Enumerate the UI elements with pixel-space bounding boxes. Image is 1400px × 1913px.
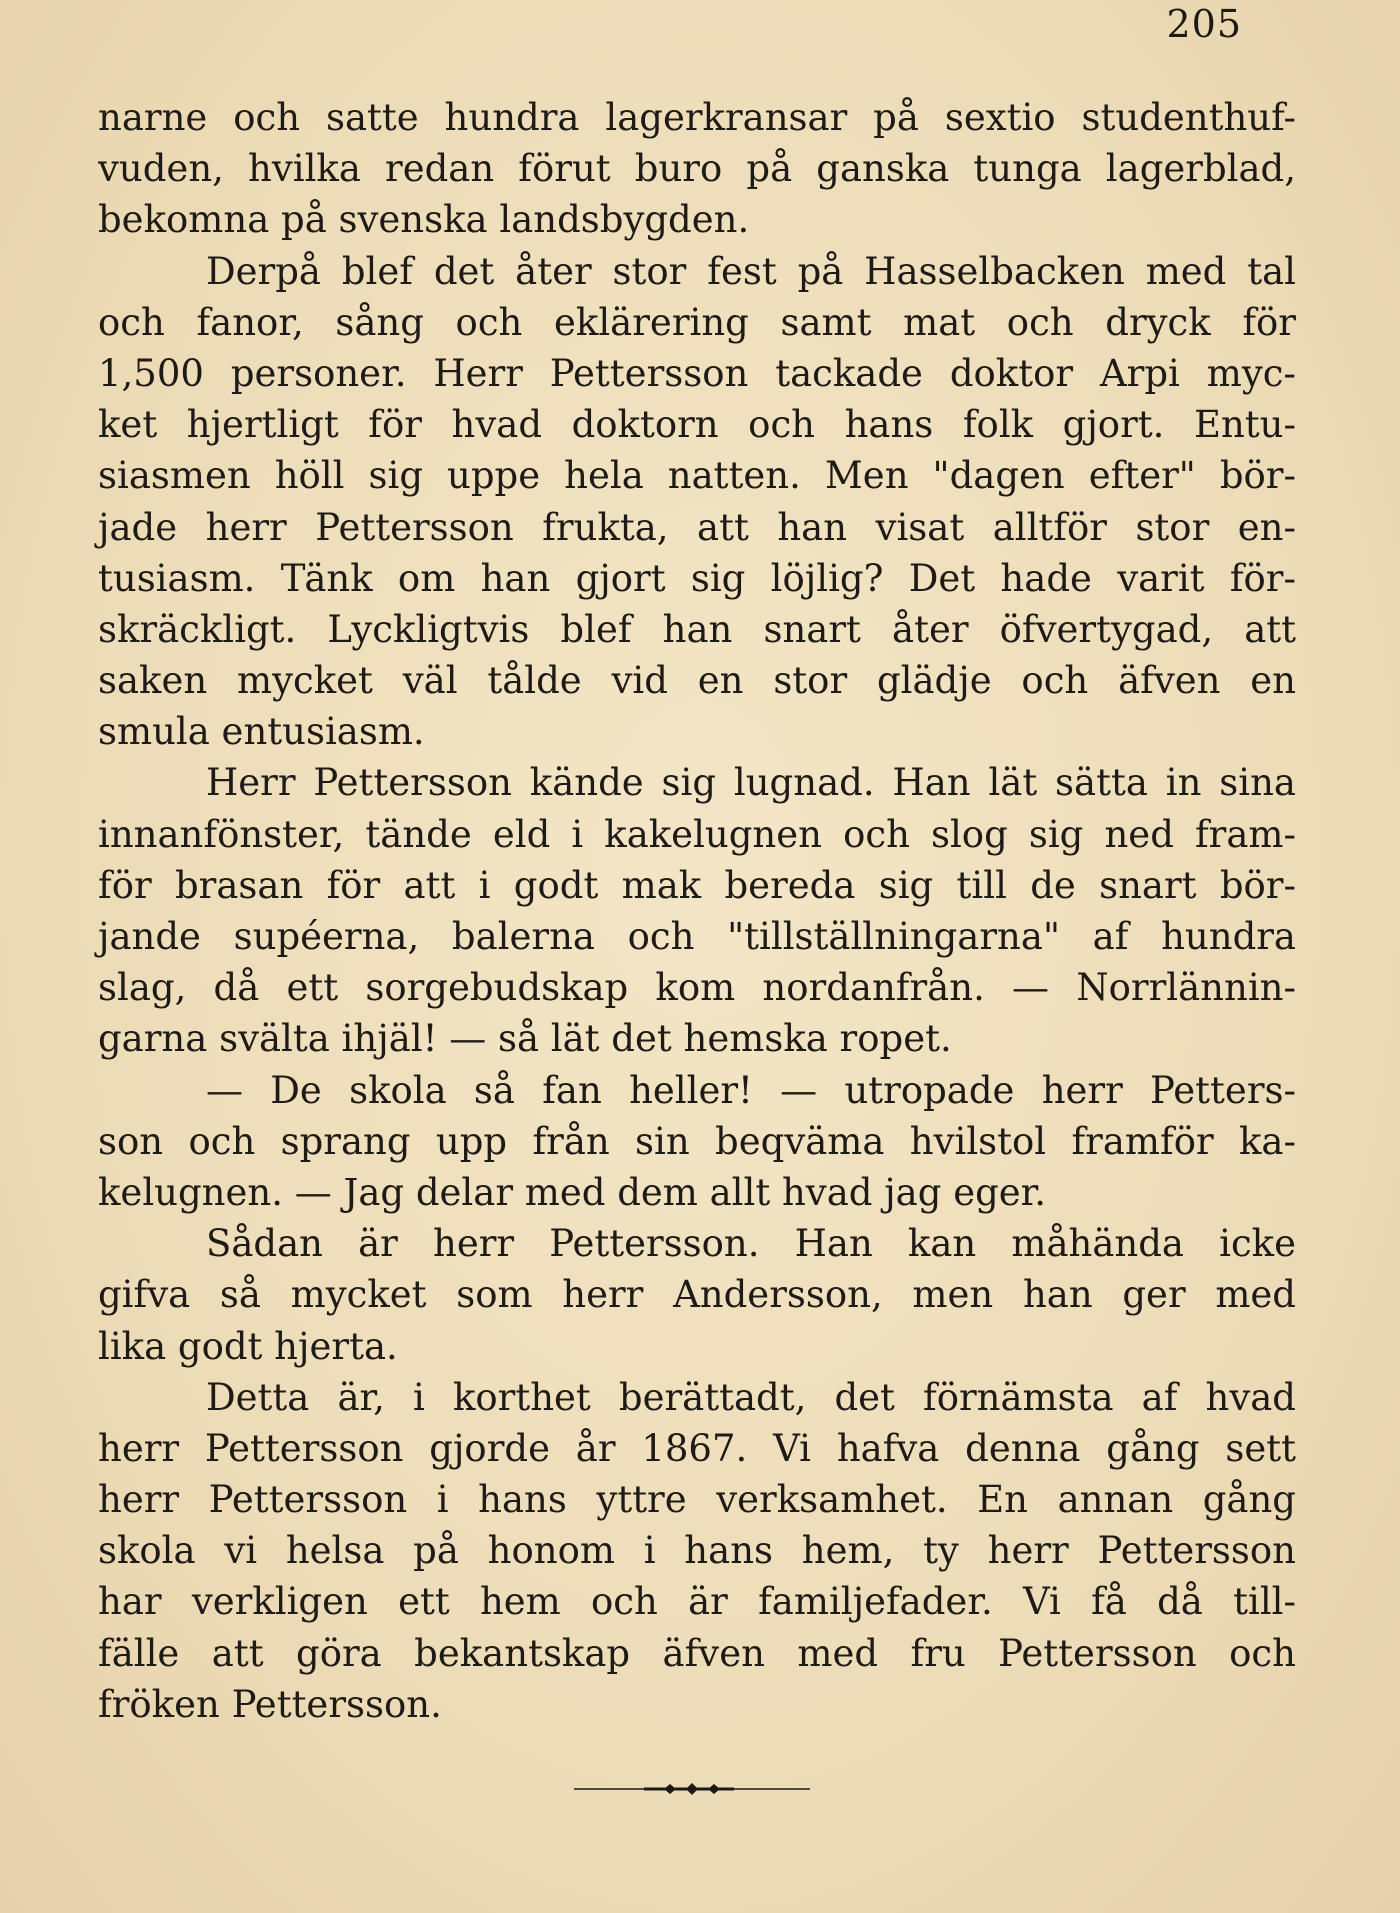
- text-line: kelugnen. — Jag delar med dem allt hvad jag eger.: [98, 1170, 1047, 1214]
- text-line: Herr Pettersson kände sig lugnad. Han lät sätta in sina: [206, 761, 1296, 805]
- text-line: bekomna på svenska landsbygden.: [98, 198, 750, 242]
- text-line: skräckligt. Lyckligtvis blef han snart åter öfvertygad, att: [98, 607, 1296, 651]
- text-line: son och sprang upp från sin beqväma hvilstol framför ka-: [98, 1119, 1296, 1163]
- text-line: gifva så mycket som herr Andersson, men han ger med: [98, 1273, 1296, 1317]
- text-line: jade herr Pettersson frukta, att han visat alltför stor en-: [98, 505, 1296, 549]
- text-line: för brasan för att i godt mak bereda sig till de snart bör-: [98, 863, 1296, 907]
- text-line: — De skola så fan heller! — utropade herr Petters-: [206, 1068, 1296, 1112]
- paragraph: [98, 1218, 1296, 1372]
- text-line: slag, då ett sorgebudskap kom nordanfrån. — Norrlännin-: [98, 966, 1296, 1010]
- text-line: Sådan är herr Pettersson. Han kan måhända icke: [206, 1222, 1296, 1266]
- text-line: garna svälta ihjäl! — så lät det hemska ropet.: [98, 1017, 952, 1061]
- paragraph: [98, 92, 1296, 246]
- text-line: lika godt hjerta.: [98, 1324, 398, 1368]
- text-line: jande supéerna, balerna och "tillställningarna" af hundra: [98, 915, 1296, 958]
- section-end-ornament: [574, 1782, 810, 1796]
- text-line: fröken Pettersson.: [98, 1682, 442, 1726]
- text-line: Derpå blef det åter stor fest på Hasselbacken med tal: [206, 249, 1296, 293]
- text-line: 1,500 personer. Herr Pettersson tackade doktor Arpi myc-: [98, 351, 1296, 395]
- page-number: 205: [1166, 2, 1242, 46]
- text-line: saken mycket väl tålde vid en stor glädje och äfven en: [98, 659, 1296, 703]
- text-line: tusiasm. Tänk om han gjort sig löjlig? Det hade varit för-: [98, 556, 1296, 600]
- text-line: siasmen höll sig uppe hela natten. Men "dagen efter" bör-: [98, 454, 1296, 498]
- paragraph: [98, 1065, 1296, 1219]
- text-line: ket hjertligt för hvad doktorn och hans folk gjort. Entu-: [98, 403, 1296, 447]
- paragraph: [98, 246, 1296, 758]
- text-line: har verkligen ett hem och är familjefader. Vi få då till-: [98, 1580, 1296, 1624]
- paragraph: [98, 1372, 1296, 1730]
- text-line: herr Pettersson i hans yttre verksamhet. En annan gång: [98, 1478, 1296, 1522]
- body-text: [98, 92, 1296, 1730]
- text-line: skola vi helsa på honom i hans hem, ty herr Pettersson: [98, 1529, 1296, 1573]
- text-line: narne och satte hundra lagerkransar på sextio studenthuf-: [98, 96, 1296, 139]
- paragraph: [98, 757, 1296, 1064]
- text-line: smula entusiasm.: [98, 710, 425, 754]
- text-line: innanfönster, tände eld i kakelugnen och slog sig ned fram-: [98, 812, 1296, 856]
- text-line: Detta är, i korthet berättadt, det förnämsta af hvad: [206, 1375, 1296, 1419]
- text-line: fälle att göra bekantskap äfven med fru Pettersson och: [98, 1631, 1296, 1675]
- text-line: herr Pettersson gjorde år 1867. Vi hafva denna gång sett: [98, 1426, 1296, 1470]
- text-line: och fanor, sång och eklärering samt mat och dryck för: [98, 300, 1296, 344]
- text-line: vuden, hvilka redan förut buro på ganska tunga lagerblad,: [98, 147, 1296, 191]
